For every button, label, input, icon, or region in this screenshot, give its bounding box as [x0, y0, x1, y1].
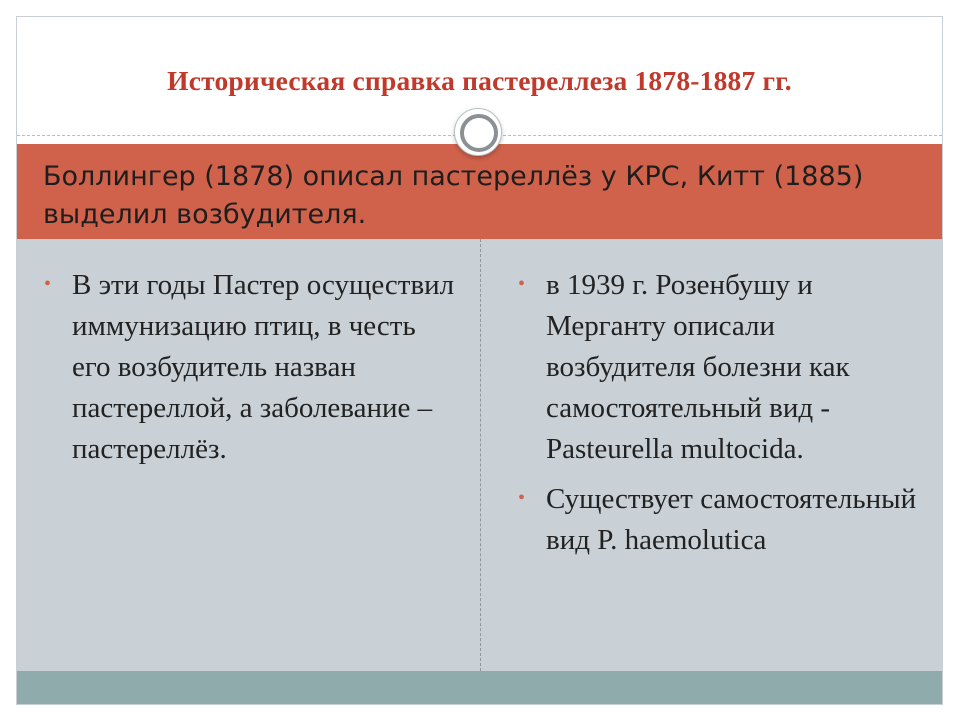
slide-title: Историческая справка пастереллеза 1878-1887 гг. [167, 65, 792, 96]
left-bullet-list [41, 265, 461, 470]
column-divider [480, 239, 481, 671]
bullet-item [41, 265, 461, 470]
bullet-dot-icon: • [518, 273, 526, 295]
right-column [515, 265, 925, 570]
subtitle-band [17, 144, 942, 239]
content-area [17, 239, 942, 671]
bullet-item [515, 265, 925, 470]
right-bullet-list [515, 265, 925, 561]
left-column [41, 265, 461, 479]
circle-ring-icon [454, 108, 502, 156]
subtitle-text: Боллингер (1878) описал пастереллёз у КРС, Китт (1885) выделил возбудителя. [43, 161, 864, 230]
bullet-item [515, 479, 925, 561]
footer-band [17, 671, 942, 704]
bullet-text: в 1939 г. Розенбушу и Мерганту описали возбудителя болезни как самостоятельный вид - Pasteurella multocida. [546, 269, 850, 465]
slide [16, 16, 943, 705]
bullet-text: В эти годы Пастер осуществил иммунизацию птиц, в честь его возбудитель назван пастереллой, а заболевание – пастереллёз. [72, 269, 455, 465]
bullet-text: Существует самостоятельный вид P. haemolutica [546, 483, 917, 556]
bullet-dot-icon: • [44, 273, 52, 295]
bullet-dot-icon: • [518, 487, 526, 509]
circle-ring-inner [460, 114, 498, 152]
